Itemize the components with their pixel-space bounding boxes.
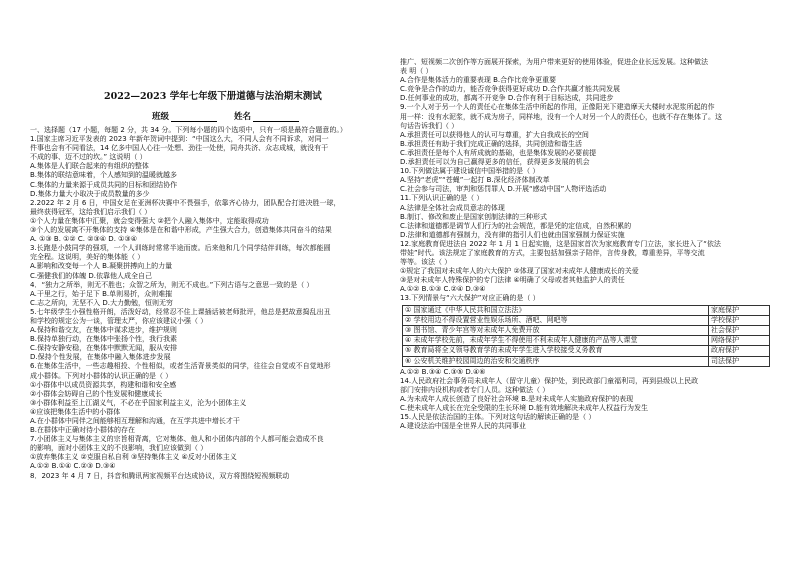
table-row [403,325,770,335]
left-lines-4: A.集体是人们联合起来的有组织的整体 [30,162,149,171]
protection-table [402,305,770,367]
left-lines-23: B.保持单独行动，在集体中张扬个性，我行我素 [30,335,178,344]
right-lines-b-4: C.使未成年人成长在完全受限的生长环境 D.能有效地解决未成年人权益行为发生 [400,404,648,413]
table-row [403,336,770,346]
left-lines-9: 最终获得冠军，这给我们启示我们（ ） [30,207,152,216]
table-cell-scenario: ② 学校用边不得设置营业性娱乐场所、酒吧、网吧等 [403,315,709,325]
right-lines-a-2: A.合作是集体活力的重要表现 B.合作比竞争更重要 [400,76,557,85]
left-lines-28: ①小群体中以成员资源共享，构建和谐和安全感 [30,380,177,389]
right-lines-a-19: D.法律和道德都有强制力，没有律的指引人们也就由国家强制力保证实施 [400,230,625,239]
table-row [403,346,770,356]
right-lines-a-24: ③是对未成年人特殊保护的专门法律 ④明确了父母或者其他监护人的责任 [400,276,625,285]
left-lines-1: 1.国家主席习近平发表的 2023 年新年贺词中提到：“中国这么大，不同人会有不同诉求，对同一 [30,135,329,144]
right-lines-a-13: A.坚持“老虎”“苍蝇”一起打 B.深化经济体制改革 [400,176,550,185]
right-lines-a-21: 带娃”时代。该法规定了家庭教育的方式，主要包括加强亲子陪伴，言传身教，尊重差异，平等交流 [400,248,705,257]
table-cell-protection: 社会保护 [709,325,770,335]
right-lines-b-3: A.为未成年人成长创造了良好社会环境 B.是对未成年人实施政府保护的表现 [400,395,634,404]
right-lines-b-0: A.①② B.③④ C.③⑤ D.④⑥ [400,367,486,376]
right-lines-a-3: C.竞争是合作的动力，能否竞争获得更好成功 D.合作共赢才能共同发展 [400,85,620,94]
table-row [403,305,770,315]
table-cell-protection: 学校保护 [709,315,770,325]
table-row [403,356,770,366]
left-lines-33: B.在群体中正确对待小群体的存在 [30,426,136,435]
right-lines-a-10: C.承担责任是每个人有所成就的基础，也是集体发展的必要前提 [400,148,597,157]
table-cell-scenario: ⑤ 教育局将全义领导教育学的未成年学生进入学校接受义务教育 [403,346,709,356]
left-lines-32: A.在小群体中同伴之间能够相互理解和沟通，在互学共进中增长才干 [30,417,240,425]
right-lines-a-14: C.社会参与司法，审判和惩罚罪人 D.开展“感动中国”人物评选活动 [400,185,607,194]
table-cell-protection: 政府保护 [709,346,770,356]
left-lines-27: 成小群体。下列对小群体的认识正确的是（ ） [30,371,173,380]
right-lines-a-12: 10.下列做法属于建设诚信中国举措的是（ ） [400,167,540,176]
left-lines-34: 7.小团体主义与集体主义的宗旨相背离，它对集体、他人和小团体内部的个人都可能会造成不良 [30,435,324,444]
table-cell-scenario: ③ 图书馆、青少年宫等对未成年人免费开放 [403,325,709,335]
table-cell-protection: 家庭保护 [709,305,770,315]
left-lines-15: A.影响和改变每一个人 B.凝聚拼搏向上的力量 [30,262,173,271]
right-lines-a-7: 句话告诉我们（ ） [400,121,459,130]
right-lines-a-20: 12.家庭教育促进法自 2022 年 1 月 1 日起实施，这是国家首次为家庭教育专门立法，家长进入了“依法 [400,239,721,248]
right-lines-a-26: 13.下列情景与“六大保护”对应正确的是（ ） [400,294,540,303]
left-lines-37: A.①② B.①④ C.②③ D.③④ [30,462,116,471]
left-lines-16: C.强健我们的体魄 D.依靠他人成全自己 [30,271,152,280]
right-lines-a-6: 用一样：没有水泥浆，就不成为房子，同样地，没有一个人对另一个人的责任心，也就不存在集体了。这 [400,112,722,121]
right-lines-a-9: B.承担责任有助于我们完成正确的选择，共同创造和谐生活 [400,139,583,148]
left-lines-11: ③个人的发展离不开集体的支持 ④集体是在和谐中形成，产生强大合力，创造集体共同奋斗的结果 [30,226,332,235]
right-lines-a-25: A.①② B.①③ C.②④ D.③④ [400,285,486,294]
left-lines-10: ①个人力量在集体中汇聚，就会变得强大 ②把个人融入集体中，定能取得成功 [30,216,269,225]
right-lines-a-16: A.法律是全体社会成员意志的体现 [400,203,505,212]
right-column-part-b [400,368,772,432]
left-lines-12: A. ①③ B. ①② C. ②③④ D. ①③④ [30,235,137,244]
right-lines-a-15: 11.下列认识正确的是（ ） [400,194,484,203]
left-lines-18: A.干里之行，始于足下 B.单则易折，众则难摧 [30,289,173,298]
right-lines-a-5: 9.一个人对于另一个人的责任心在集体生活中所起的作用，正像阳光下建造摩天大楼时水泥浆所起的作 [400,103,715,112]
left-lines-21: 和学校的规定公为一谈，管理太严，你应该建议小强（ ） [30,316,208,325]
table-cell-protection: 网络保护 [709,336,770,346]
right-lines-a-23: ①规定了我国对未成年人的六大保护 ②体现了国家对未成年人健康成长的关爱 [400,267,639,276]
left-lines-6: C.集体的力量来源于成员共同的目标和团结协作 [30,180,178,189]
left-lines-38: 8．2023 年 4 月 7 日，抖音和腾讯两家视频平台达成协议，双方将围绕短视频联动 [30,471,290,480]
table-cell-scenario: ⑥ 公安机关维护校园周边的治安和交通秩序 [403,356,709,366]
left-lines-19: C.志之所向，无坚不入 D.大力勤勉，恒则无穷 [30,298,173,307]
right-lines-a-1: 表 明（ ） [400,67,433,76]
class-blank[interactable] [171,113,217,122]
left-lines-2: 件事也会有不同看法，14 亿多中国人心往一处想、劲往一处使，同舟共济、众志成城，就没有干 [30,144,329,153]
left-lines-0: 一、选择题（17 小题，每题 2 分，共 34 分。下列每小题的四个选项中，只有一项是最符合题意的。） [30,126,347,134]
right-lines-a-11: D.承担责任可以为自己赢得更多的信任，获得更多发展的机会 [400,158,590,167]
right-lines-a-22: 等等。该法（ ） [400,258,452,267]
left-lines-31: ④应该把集体生活中的小群体 [30,407,121,416]
student-info [152,110,313,122]
right-column-part-a [400,58,772,304]
left-lines-5: B.集体的联结意味着，个人感知到的温暖就越多 [30,171,178,180]
right-column [400,58,772,431]
right-lines-a-18: C.法律和道德都是调节人们行为的社会规范，都是凭的定信成，自然积累的 [400,221,632,230]
left-lines-8: 2.2022 年 2 月 6 日，中国女足在亚洲杯决赛中不畏强手，依靠齐心协力，团队配合打进决胜一球， [30,198,341,207]
table-row [403,315,770,325]
name-label: 姓名 [233,112,251,122]
left-lines-35: 的影响，面对小团体主义的不良影响，我们应该做到（ ） [30,444,208,453]
page-title: 2022—2023 学年七年级下册道德与法治期末测试 [104,91,322,102]
table-cell-scenario: ① 国家通过《中华人民共和国立法法》 [403,305,709,315]
left-lines-24: C.保持安静安稳，在集体中默默无闻，服从安排 [30,344,178,353]
left-lines-7: D.集体力量大小取决于成员数量的多少 [30,189,150,198]
left-lines-20: 5.七年级学生小强性格开朗，活泼好动，经常忍不住上课插话被老师批评，他总是把故意捣乱出丑 [30,307,331,316]
table-cell-protection: 司法保护 [709,356,770,366]
left-lines-30: ③小群体利益至上江湖义气，不必在乎国家利益主义，沦为小团体主义 [30,398,247,407]
name-blank[interactable] [253,113,299,122]
left-lines-17: 4．“独力之所举，则无不胜也；众智之所为，则无不成也。”下列古语与之意思一致的是（ ） [30,280,314,289]
right-lines-b-2: 部门安排内设机构或者专门人员。这种做法（ ） [400,385,550,394]
right-lines-b-1: 14.人民政府社会事务司未成年人（留守儿童）保护处，到民政部门童福利司，再到县级以上民政 [400,376,699,385]
left-lines-36: ①放弃集体主义 ②克服自私自利 ③坚持集体主义 ④反对小团体主义 [30,453,237,462]
left-lines-3: 不成的事、迈不过的坎。” 这说明（ ） [30,153,147,162]
right-lines-b-6: A.建设法治中国是全世界人民的共同事业 [400,422,526,431]
right-lines-a-4: D.任何事业的成功，都离不开竞争 D.合作有利于目标达成，共同进步 [400,94,614,103]
left-lines-29: ②小群体会妨碍自己的个性发展和健康成长 [30,389,163,398]
left-lines-25: D.保持个性发展，在集体中融入集体进步发展 [30,353,171,362]
table-cell-scenario: ④ 未成年学校先前，未成年学生不得使用不利未成年人健康的产品等人课堂 [403,336,709,346]
left-lines-26: 6.在集体生活中，一些志趣相投、个性相似，或者生活背景类似的同学，往往会自觉或不自觉地形 [30,362,331,371]
left-column [30,126,390,481]
right-lines-a-0: 推广、短视频二次创作等方面展开探索，为用户带来更好的使用体验，促进企业长远发展。这种做法 [400,58,708,66]
left-lines-14: 完全程。这说明，美好的集体能（ ） [30,253,145,262]
right-lines-b-5: 15.人民是依法治国的主体。下列对这句话的解读正确的是（ ） [400,413,596,422]
left-lines-22: A.保持和谐交友，在集体中谋求进步，维护规则 [30,326,177,335]
right-lines-a-17: B.制订、修改和废止是国家创制法律的三种形式 [400,212,548,221]
left-lines-13: 3.长跑是小鼓同学的强项，一个人训练时常常半途而废。后来他和几个同学结伴训练，每次都能圆 [30,244,331,253]
class-label: 班级 [152,112,170,122]
right-lines-a-8: A.承担责任可以获得他人的认可与尊重，扩大自我成长的空间 [400,130,589,139]
